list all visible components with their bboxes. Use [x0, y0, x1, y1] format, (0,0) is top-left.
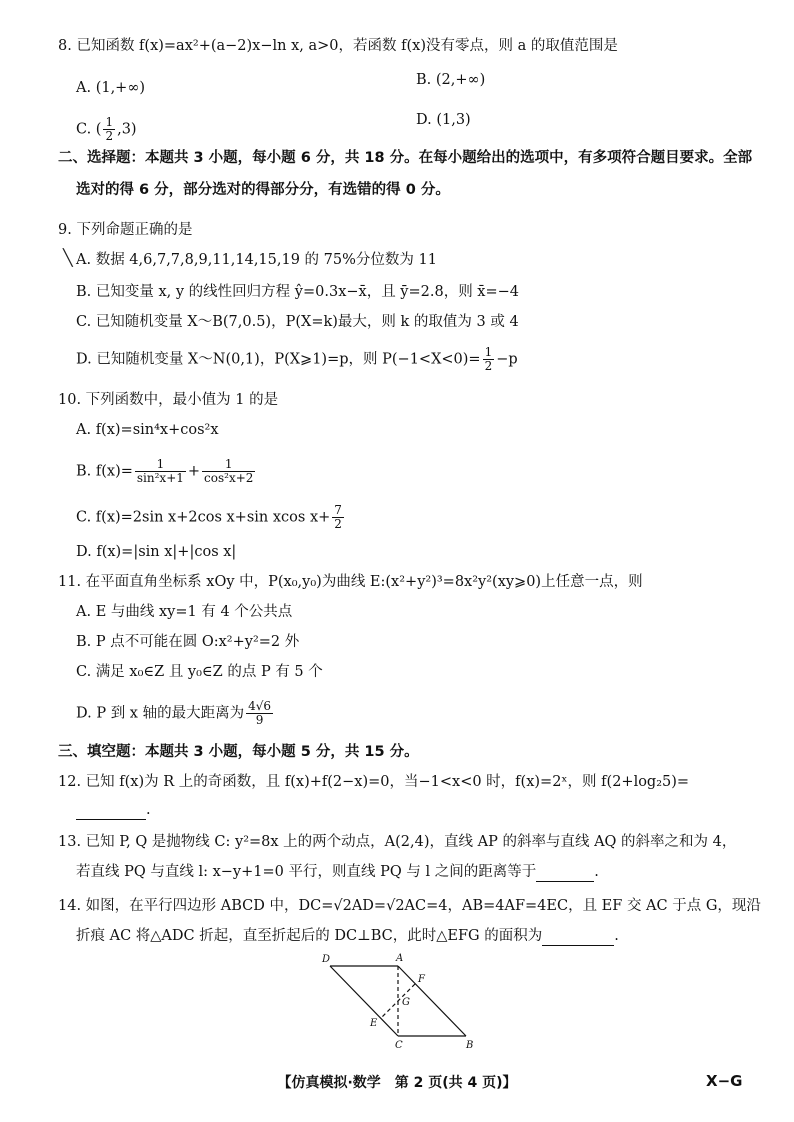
q9-stem: 9. 下列命题正确的是	[58, 222, 193, 238]
q12-answer-blank[interactable]	[76, 805, 146, 820]
q11-option-c: C. 满足 x₀∈Z 且 y₀∈Z 的点 P 有 5 个	[76, 664, 323, 680]
q14-line2: 折痕 AC 将△ADC 折起，直至折起后的 DC⊥BC，此时△EFG 的面积为 .	[76, 928, 619, 944]
q11-d-fraction: $\frac{4√6}{9}$	[248, 699, 272, 727]
q10-b-fraction-2: $\frac{1}{\text{cos²x+2}}$	[204, 457, 254, 485]
q13-answer-blank[interactable]	[536, 867, 594, 882]
q12-line2: .	[76, 800, 151, 820]
q10-option-a: A. f(x)=sin⁴x+cos²x	[76, 422, 219, 438]
label-b: B	[466, 1040, 474, 1050]
q8-option-d: D. (1,3)	[416, 112, 471, 128]
q9-d-fraction: $\frac{1}{2}$	[484, 345, 493, 373]
q8-c-fraction: $\frac{1}{2}$	[105, 115, 114, 143]
q13-line1: 13. 已知 P, Q 是抛物线 C: y²=8x 上的两个动点，A(2,4)，直线 AP 的斜率与直线 AQ 的斜率之和为 4，	[58, 834, 737, 850]
label-g: G	[402, 997, 410, 1008]
label-c: C	[395, 1040, 403, 1050]
q11-stem: 11. 在平面直角坐标系 xOy 中，P(x₀,y₀)为曲线 E:(x²+y²)³=8x²y²(xy⩾0)上任意一点，则	[58, 574, 643, 590]
q12-line1: 12. 已知 f(x)为 R 上的奇函数，且 f(x)+f(2−x)=0，当−1<x<0 时，f(x)=2ˣ，则 f(2+log₂5)=	[58, 774, 690, 790]
handwritten-check-mark: ╲	[63, 248, 73, 267]
q11-option-a: A. E 与曲线 xy=1 有 4 个公共点	[76, 604, 293, 620]
q9-option-b: B. 已知变量 x, y 的线性回归方程 ŷ=0.3x−x̄，且 ȳ=2.8，则 x̄=−4	[76, 284, 520, 300]
parallelogram-figure	[318, 950, 478, 1050]
section2-heading-line1: 二、选择题：本题共 3 小题，每小题 6 分，共 18 分。在每小题给出的选项中，有多项符合题目要求。全部	[58, 150, 753, 166]
edge-cd	[330, 966, 398, 1036]
label-f: F	[418, 974, 425, 985]
paper-code: X−G	[706, 1072, 743, 1090]
section2-heading-line2: 选对的得 6 分，部分选对的得部分分，有选错的得 0 分。	[76, 182, 450, 198]
q9-option-a: A. 数据 4,6,7,7,8,9,11,14,15,19 的 75%分位数为 11	[76, 252, 437, 268]
q9-option-d: D. 已知随机变量 X～N(0,1)，P(X⩾1)=p，则 P(−1<X<0)= $\frac{1}{2}$ −p	[76, 345, 518, 373]
q14-line1: 14. 如图，在平行四边形 ABCD 中，DC=√2AD=√2AC=4，AB=4AF=4EC，且 EF 交 AC 于点 G，现沿	[58, 898, 761, 914]
label-d: D	[322, 954, 331, 965]
q8-option-b: B. (2,+∞)	[416, 72, 486, 88]
q14-answer-blank[interactable]	[542, 931, 614, 946]
q10-option-d: D. f(x)=|sin x|+|cos x|	[76, 544, 237, 560]
q10-b-fraction-1: $\frac{1}{\text{sin²x+1}}$	[136, 457, 184, 485]
q10-stem: 10. 下列函数中，最小值为 1 的是	[58, 392, 279, 408]
label-e: E	[370, 1018, 378, 1029]
q10-option-b: B. f(x)= $\frac{1}{\text{sin²x+1}}$ + $\frac{1}{\text{cos²x+2}}$	[76, 457, 254, 485]
q10-option-c: C. f(x)=2sin x+2cos x+sin xcos x+ $\frac{7}{2}$	[76, 503, 342, 531]
page-footer: 【仿真模拟·数学 第 2 页(共 4 页)】	[277, 1075, 517, 1091]
section3-heading: 三、填空题：本题共 3 小题，每小题 5 分，共 15 分。	[58, 744, 419, 760]
q11-option-d: D. P 到 x 轴的最大距离为 $\frac{4√6}{9}$	[76, 699, 272, 727]
q8-option-a: A. (1,+∞)	[76, 80, 146, 96]
q11-option-b: B. P 点不可能在圆 O:x²+y²=2 外	[76, 634, 300, 650]
q8-option-c: C. ( $\frac{1}{2}$ ,3)	[76, 115, 137, 143]
q9-option-c: C. 已知随机变量 X～B(7,0.5)，P(X=k)最大，则 k 的取值为 3 或 4	[76, 314, 519, 330]
label-a: A	[396, 953, 404, 964]
q10-c-fraction: $\frac{7}{2}$	[334, 503, 342, 531]
q8-stem: 8. 已知函数 f(x)=ax²+(a−2)x−ln x, a>0，若函数 f(x)没有零点，则 a 的取值范围是	[58, 38, 618, 54]
q13-line2: 若直线 PQ 与直线 l: x−y+1=0 平行，则直线 PQ 与 l 之间的距离等于 .	[76, 864, 599, 880]
